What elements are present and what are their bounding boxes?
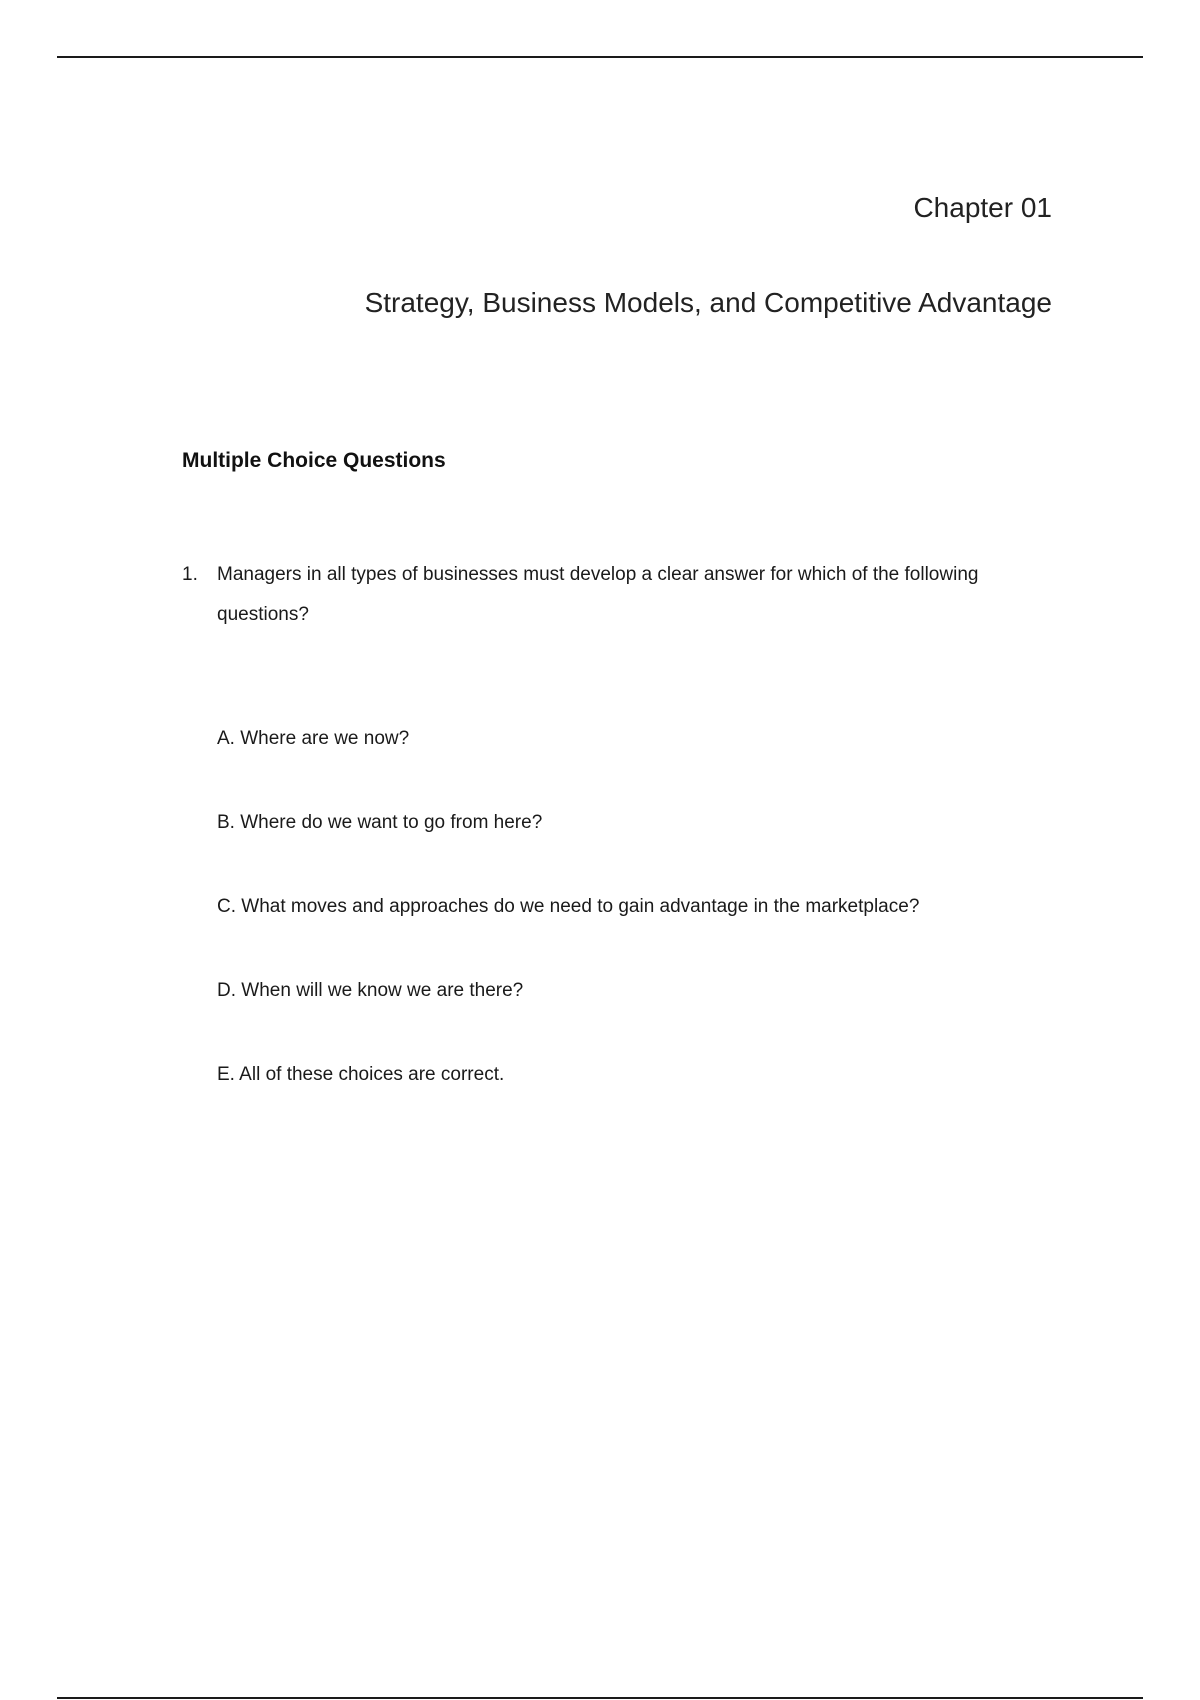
answer-options [217, 725, 919, 1145]
top-rule [57, 56, 1143, 58]
chapter-title: Strategy, Business Models, and Competitive Advantage [364, 287, 1052, 318]
answer-option-a: A. Where are we now? [217, 728, 410, 749]
answer-option-b: B. Where do we want to go from here? [217, 812, 543, 833]
bottom-rule [57, 1697, 1143, 1699]
chapter-label: Chapter 01 [913, 192, 1052, 223]
question-1 [182, 555, 1062, 635]
question-number: 1. [182, 564, 198, 585]
answer-option-d: D. When will we know we are there? [217, 980, 524, 1001]
section-heading: Multiple Choice Questions [182, 449, 446, 472]
answer-option-e: E. All of these choices are correct. [217, 1064, 505, 1085]
answer-option-c: C. What moves and approaches do we need to gain advantage in the marketplace? [217, 896, 920, 917]
question-text: Managers in all types of businesses must develop a clear answer for which of the following questions? [217, 564, 979, 625]
